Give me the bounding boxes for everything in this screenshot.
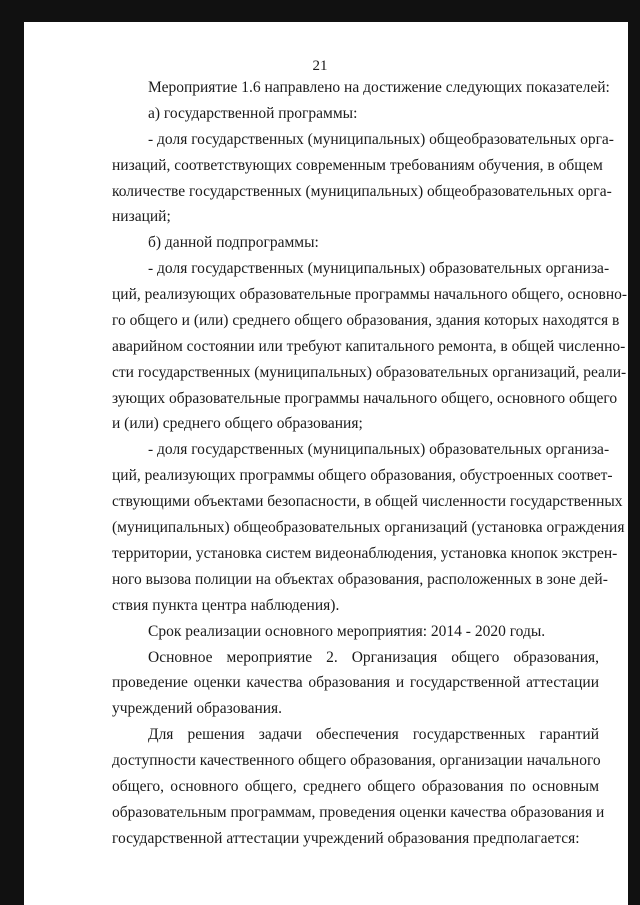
scan-border-right — [628, 0, 640, 905]
text-line: низаций; — [112, 208, 171, 225]
text-line: сти государственных (муниципальных) образовательных организаций, реали- — [112, 364, 627, 381]
text-line: территории, установка систем видеонаблюдения, установка кнопок экстрен- — [112, 545, 618, 562]
text-line: - доля государственных (муниципальных) образовательных организа- — [148, 260, 610, 277]
scan-border-left — [0, 0, 24, 905]
text-line: (муниципальных) общеобразовательных организаций (установка ограждения — [112, 519, 625, 536]
text-line: низаций, соответствующих современным требованиям обучения, в общем — [112, 157, 603, 174]
text-line: учреждений образования. — [112, 700, 283, 717]
text-line: Мероприятие 1.6 направлено на достижение следующих показателей: — [148, 79, 610, 96]
text-line: ствия пункта центра наблюдения). — [112, 597, 340, 614]
text-line: образовательным программам, проведения оценки качества образования и — [112, 804, 605, 821]
text-line: - доля государственных (муниципальных) общеобразовательных орга- — [148, 131, 614, 148]
text-line: и (или) среднего общего образования; — [112, 415, 363, 432]
text-line: ного вызова полиции на объектах образования, расположенных в зоне дей- — [112, 571, 608, 588]
text-line: общего, основного общего, среднего общего образования по основным — [112, 778, 599, 795]
text-line: б) данной подпрограммы: — [148, 234, 319, 251]
text-line: государственной аттестации учреждений образования предполагается: — [112, 830, 580, 847]
text-line: зующих образовательные программы начального общего, основного общего — [112, 390, 618, 407]
text-line: ций, реализующих образовательные программы начального общего, основно- — [112, 286, 628, 303]
text-line: Для решения задачи обеспечения государственных гарантий — [148, 726, 599, 743]
text-line: Основное мероприятие 2. Организация общего образования, — [148, 649, 599, 666]
scan-border-top — [0, 0, 640, 22]
page-number: 21 — [312, 58, 328, 74]
text-line: доступности качественного общего образования, организации начального — [112, 752, 601, 769]
text-line: аварийном состоянии или требуют капитального ремонта, в общей численно- — [112, 338, 626, 355]
text-line: го общего и (или) среднего общего образования, здания которых находятся в — [112, 312, 620, 329]
text-line: ствующими объектами безопасности, в общей численности государственных — [112, 493, 623, 510]
text-line: ций, реализующих программы общего образования, обустроенных соответ- — [112, 467, 613, 484]
text-line: - доля государственных (муниципальных) образовательных организа- — [148, 441, 610, 458]
text-line: проведение оценки качества образования и государственной аттестации — [112, 674, 599, 691]
text-line: Срок реализации основного мероприятия: 2014 - 2020 годы. — [148, 623, 546, 640]
text-line: количестве государственных (муниципальных) общеобразовательных орга- — [112, 183, 612, 200]
text-line: а) государственной программы: — [148, 105, 358, 122]
